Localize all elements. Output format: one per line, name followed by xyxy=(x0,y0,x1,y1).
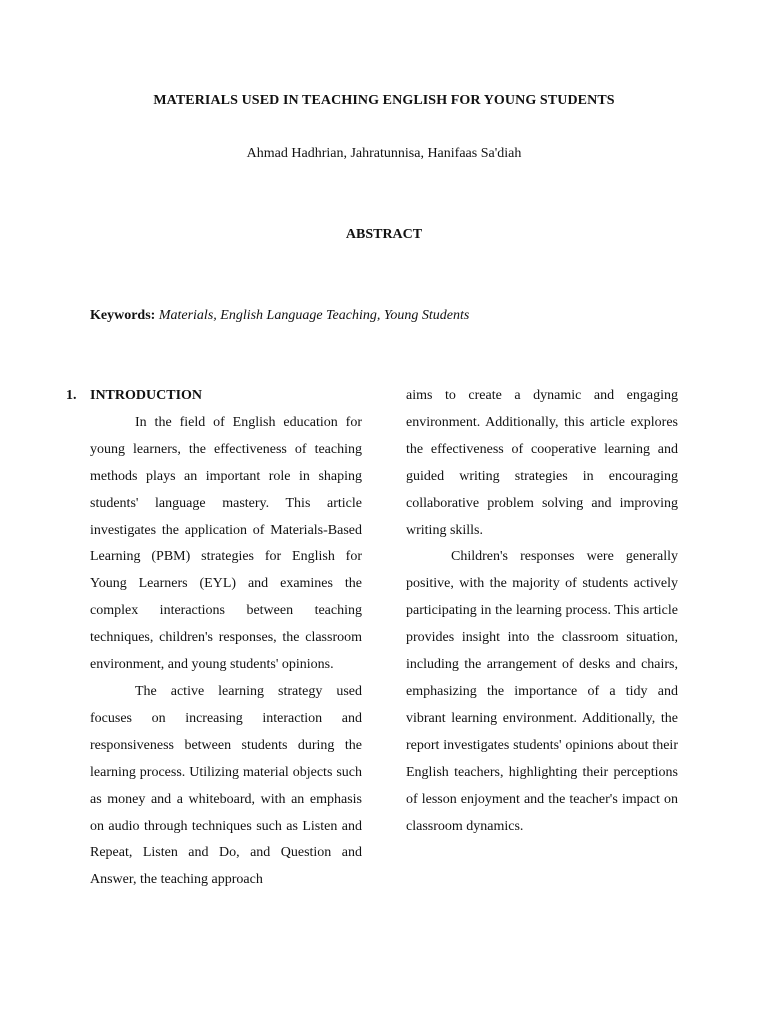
keywords-label: Keywords: xyxy=(90,308,156,323)
keywords-values: Materials, English Language Teaching, Young Students xyxy=(158,308,470,323)
section-number: 1. xyxy=(66,388,77,403)
intro-paragraph-2: The active learning strategy used focuses on increasing interaction and responsiveness between students during the learning process. Utilizing material objects such as money and a whiteboard, with an emphasis on audio through techniques such as Listen and Repeat, Listen and Do, and Question and Answer, the teaching approach xyxy=(90,683,362,888)
section-title: INTRODUCTION xyxy=(90,388,203,403)
abstract-heading: ABSTRACT xyxy=(345,227,423,242)
intro-paragraph-1: In the field of English education for young learners, the effectiveness of teaching methods plays an important role in shaping students' language mastery. This article investigates the application of Materials-Based Learning (PBM) strategies for English for Young Learners (EYL) and examines the complex interactions between teaching techniques, children's responses, the classroom environment, and young students' opinions. xyxy=(90,414,362,673)
intro-paragraph-2-continued: aims to create a dynamic and engaging environment. Additionally, this article explores the effectiveness of cooperative learning and guided writing strategies in encouraging collaborative problem solving and improving writing skills. xyxy=(406,388,678,538)
intro-paragraph-3: Children's responses were generally positive, with the majority of students actively participating in the learning process. This article provides insight into the classroom situation, including the arrangement of desks and chairs, emphasizing the importance of a tidy and vibrant learning environment. Additionally, the report investigates students' opinions about their English teachers, highlighting their perceptions of lesson enjoyment and the teacher's impact on classroom dynamics. xyxy=(406,549,678,834)
section-heading xyxy=(66,383,362,410)
right-column xyxy=(406,383,678,840)
left-column xyxy=(66,383,362,894)
author-list: Ahmad Hadhrian, Jahratunnisa, Hanifaas Sa'diah xyxy=(246,146,522,161)
keywords-line xyxy=(90,308,469,324)
paper-title: MATERIALS USED IN TEACHING ENGLISH FOR YOUNG STUDENTS xyxy=(153,93,615,108)
